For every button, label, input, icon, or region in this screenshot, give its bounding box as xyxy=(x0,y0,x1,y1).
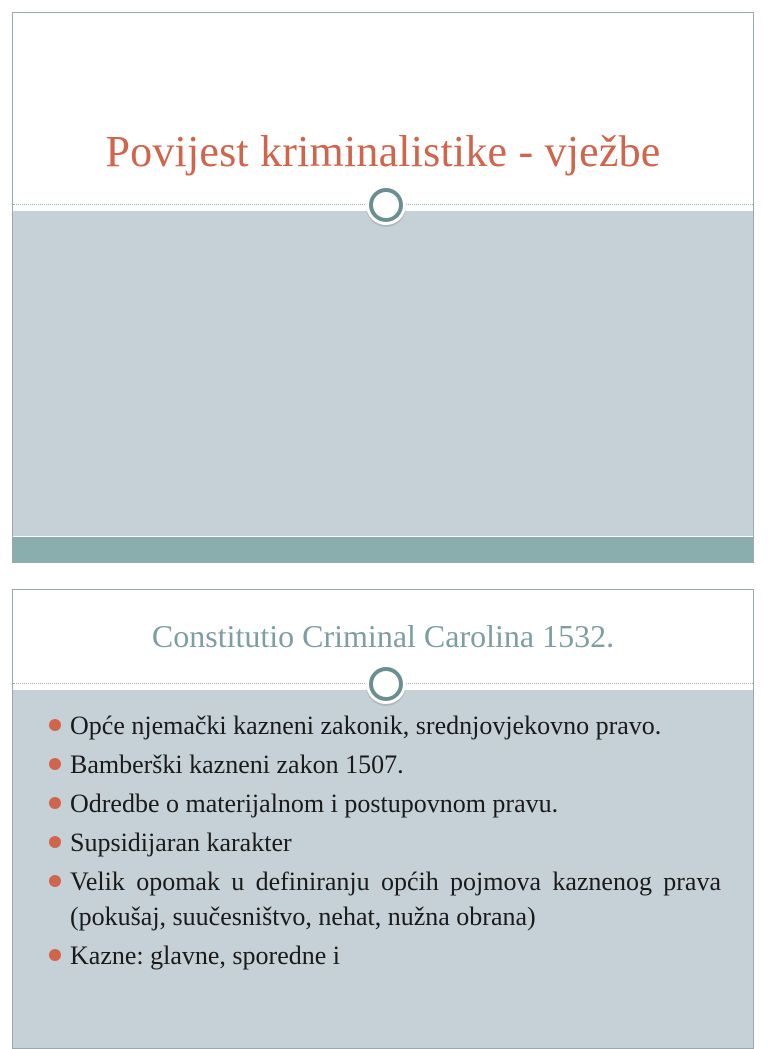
footer-band xyxy=(13,537,753,563)
bullet-item: Kazne: glavne, sporedne i xyxy=(49,938,721,973)
content-slide xyxy=(12,589,754,1049)
bullet-list xyxy=(49,708,721,977)
bullet-item: Bamberški kazneni zakon 1507. xyxy=(49,747,721,782)
bullet-dot-icon xyxy=(49,836,61,848)
bullet-item: Supsidijaran karakter xyxy=(49,825,721,860)
slide-title: Povijest kriminalistike - vježbe xyxy=(105,127,661,176)
bullet-dot-icon xyxy=(49,797,61,809)
bullet-dot-icon xyxy=(49,758,61,770)
bullet-item: Opće njemački kazneni zakonik, srednjovjekovno pravo. xyxy=(49,708,721,743)
bullet-item: Velik opomak u definiranju općih pojmova kaznenog prava (pokušaj, suučesništvo, nehat, nužna obrana) xyxy=(49,864,721,934)
bullet-item: Odredbe o materijalnom i postupovnom pravu. xyxy=(49,786,721,821)
bullet-dot-icon xyxy=(49,719,61,731)
slide-body xyxy=(13,211,753,536)
title-slide xyxy=(12,12,754,563)
slide-title: Constitutio Criminal Carolina 1532. xyxy=(151,618,615,654)
bullet-dot-icon xyxy=(49,949,61,961)
bullet-dot-icon xyxy=(49,875,61,887)
circle-ornament-icon xyxy=(363,183,409,229)
circle-ornament-icon xyxy=(363,662,409,708)
